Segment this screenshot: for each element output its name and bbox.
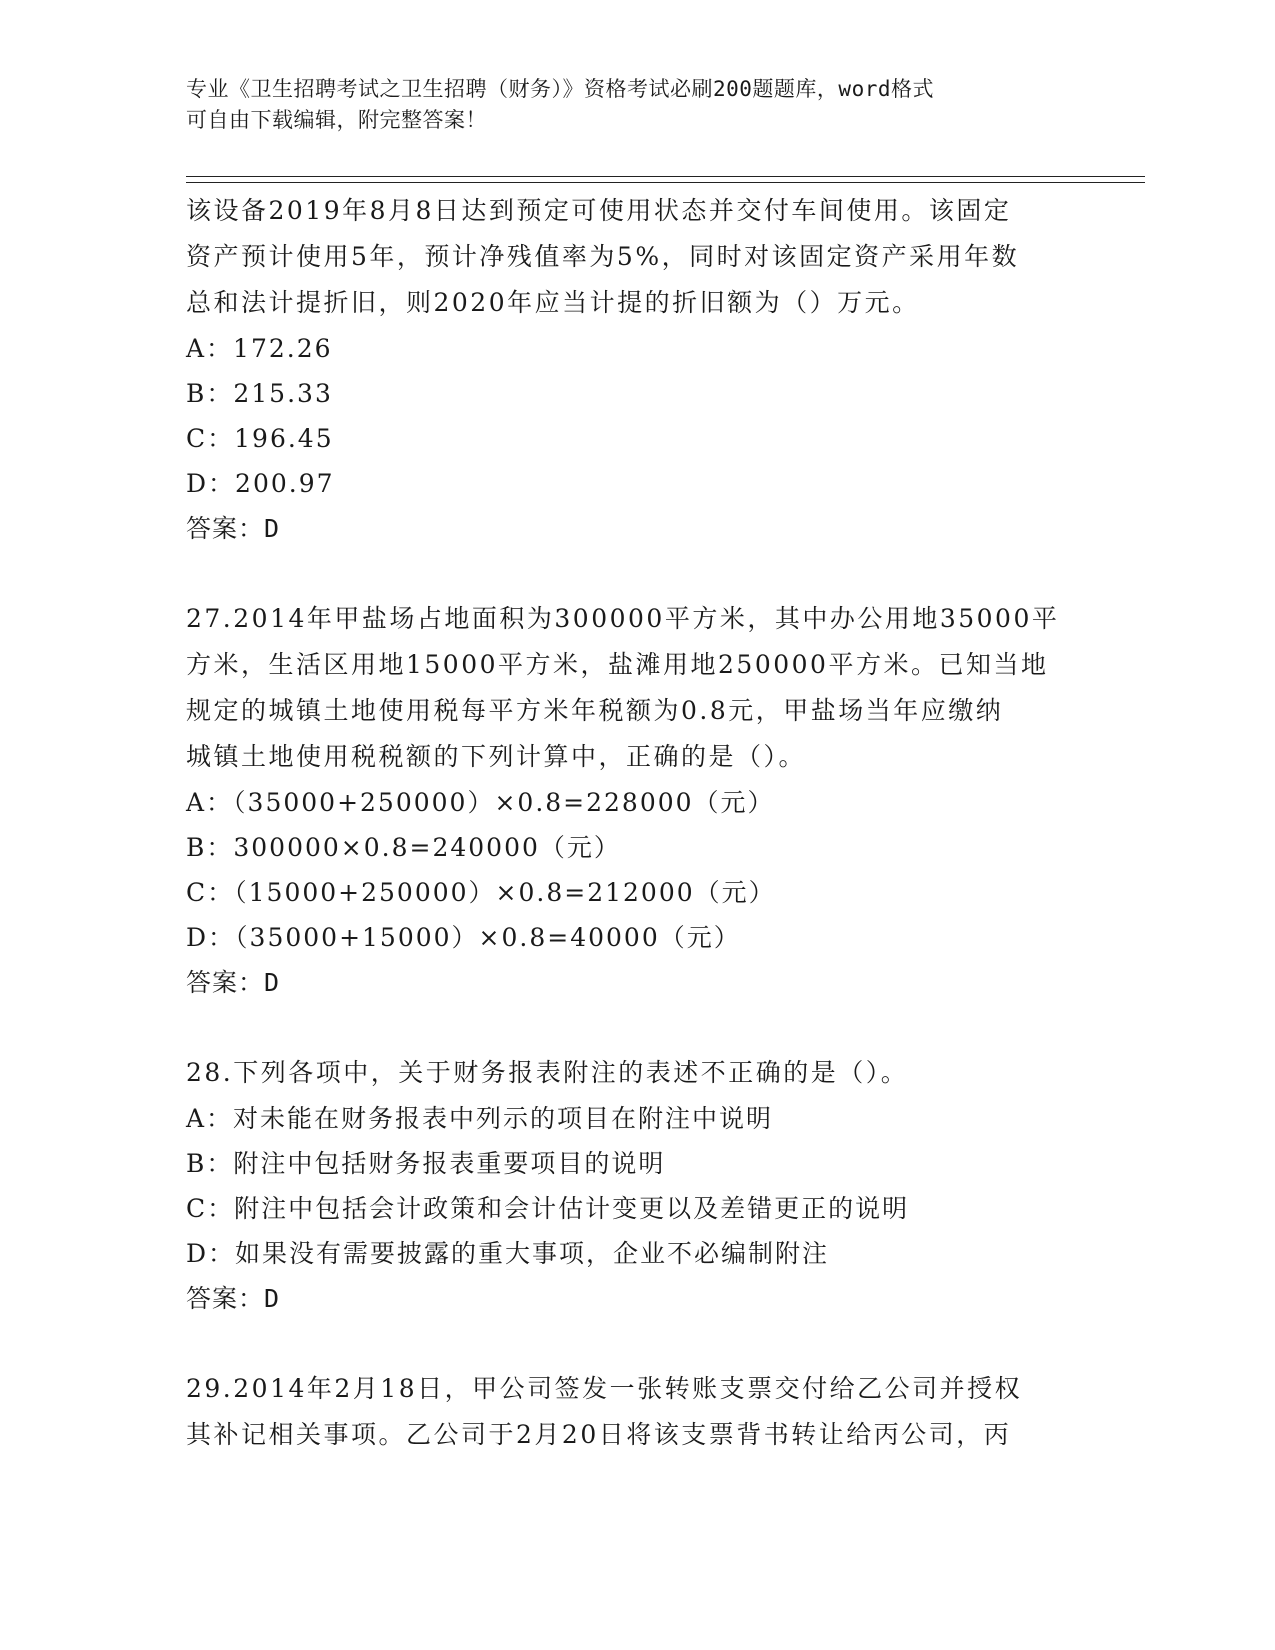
question-26 (186, 188, 1086, 552)
page-header (186, 74, 1086, 136)
option-a: A：对未能在财务报表中列示的项目在附注中说明 (186, 1104, 774, 1133)
question-stem-line: 该设备2019年8月8日达到预定可使用状态并交付车间使用。该固定 (186, 196, 1012, 225)
question-stem-line: 方米，生活区用地15000平方米，盐滩用地250000平方米。已知当地 (186, 650, 1049, 679)
question-stem-line: 28.下列各项中，关于财务报表附注的表述不正确的是（）。 (186, 1058, 909, 1087)
option-a: A：172.26 (186, 334, 333, 363)
answer: 答案：D (186, 968, 281, 997)
header-line-1: 专业《卫生招聘考试之卫生招聘（财务）》资格考试必刷200题题库，word格式 (186, 77, 934, 101)
option-c: C：附注中包括会计政策和会计估计变更以及差错更正的说明 (186, 1194, 910, 1223)
option-c: C：196.45 (186, 424, 334, 453)
option-b: B：300000×0.8=240000（元） (186, 833, 621, 862)
option-a: A：（35000+250000）×0.8=228000（元） (186, 788, 775, 817)
question-29 (186, 1366, 1086, 1458)
option-d: D：如果没有需要披露的重大事项，企业不必编制附注 (186, 1239, 830, 1268)
option-c: C：（15000+250000）×0.8=212000（元） (186, 878, 776, 907)
option-b: B：215.33 (186, 379, 333, 408)
document-body (186, 188, 1086, 1458)
answer: 答案：D (186, 1284, 281, 1313)
option-b: B：附注中包括财务报表重要项目的说明 (186, 1149, 666, 1178)
question-stem-line: 其补记相关事项。乙公司于2月20日将该支票背书转让给丙公司，丙 (186, 1420, 1012, 1449)
question-stem-line: 27.2014年甲盐场占地面积为300000平方米，其中办公用地35000平 (186, 604, 1060, 633)
question-stem-line: 资产预计使用5年，预计净残值率为5%，同时对该固定资产采用年数 (186, 242, 1020, 271)
question-28 (186, 1050, 1086, 1322)
option-d: D：（35000+15000）×0.8=40000（元） (186, 923, 741, 952)
question-stem-line: 城镇土地使用税税额的下列计算中，正确的是（）。 (186, 742, 807, 771)
header-line-2: 可自由下载编辑，附完整答案！ (186, 108, 487, 132)
answer: 答案：D (186, 514, 281, 543)
question-stem-line: 规定的城镇土地使用税每平方米年税额为0.8元，甲盐场当年应缴纳 (186, 696, 1004, 725)
question-27 (186, 596, 1086, 1006)
option-d: D：200.97 (186, 469, 335, 498)
header-rule-bottom (186, 182, 1145, 183)
question-stem-line: 总和法计提折旧，则2020年应当计提的折旧额为（）万元。 (186, 288, 920, 317)
header-rule-top (186, 176, 1145, 177)
question-stem-line: 29.2014年2月18日，甲公司签发一张转账支票交付给乙公司并授权 (186, 1374, 1023, 1403)
